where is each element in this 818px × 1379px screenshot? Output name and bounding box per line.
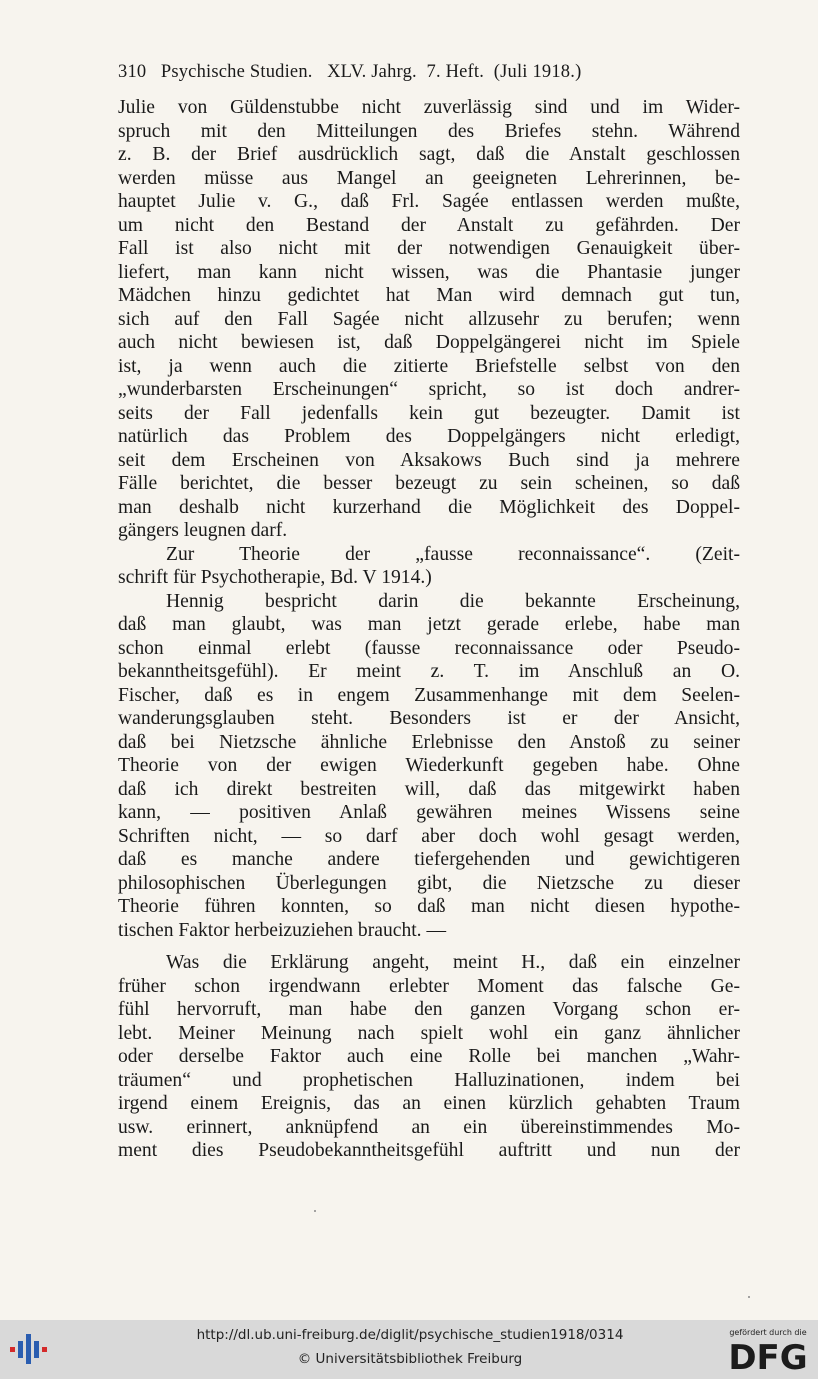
text-line: philosophischen Überlegungen gibt, die Nietzsche zu dieser	[118, 872, 740, 894]
text-line: Schriften nicht, — so darf aber doch wohl gesagt werden,	[118, 825, 740, 847]
text-line: usw. erinnert, anknüpfend an ein übereinstimmendes Mo-	[118, 1116, 740, 1138]
text-line: liefert, man kann nicht wissen, was die Phantasie junger	[118, 261, 740, 283]
text-line: Fälle berichtet, die besser bezeugt zu sein scheinen, so daß	[118, 473, 740, 494]
text-line: bekanntheitsgefühl). Er meint z. T. im Anschluß an O.	[118, 661, 740, 682]
text-line: hauptet Julie v. G., daß Frl. Sagée entlassen werden mußte,	[118, 191, 740, 212]
text-line: Theorie von der ewigen Wiederkunft gegeben habe. Ohne	[118, 755, 740, 776]
text-line: um nicht den Bestand der Anstalt zu gefährden. Der	[118, 214, 740, 236]
text-line: Theorie führen konnten, so daß man nicht diesen hypothe-	[118, 896, 740, 917]
copyright-text: © Universitätsbibliothek Freiburg	[297, 1351, 523, 1367]
text-line: früher schon irgendwann erlebter Moment das falsche Ge-	[118, 975, 740, 997]
library-logo-icon	[8, 1330, 50, 1368]
scan-speck	[314, 1210, 316, 1212]
running-header: 310 Psychische Studien. XLV. Jahrg. 7. Heft. (Juli 1918.)	[118, 62, 582, 82]
paragraph-2	[118, 590, 740, 943]
text-line: tischen Faktor herbeizuziehen braucht. —	[118, 919, 447, 941]
text-line: sich auf den Fall Sagée nicht allzusehr zu berufen; wenn	[118, 308, 740, 330]
text-line: spruch mit den Mitteilungen des Briefes stehn. Während	[118, 120, 740, 142]
text-line: Hennig bespricht darin die bekannte Erscheinung,	[166, 590, 740, 612]
paragraph-1	[118, 96, 740, 543]
dfg-caption: gefördert durch die	[729, 1328, 807, 1337]
text-line: irgend einem Ereignis, das an einen kürzlich gehabten Traum	[118, 1093, 740, 1114]
text-line: auch nicht bewiesen ist, daß Doppelgängerei nicht im Spiele	[118, 332, 740, 353]
text-line: wanderungsglauben steht. Besonders ist er der Ansicht,	[118, 708, 740, 729]
text-line: gängers leugnen darf.	[118, 520, 288, 541]
text-line: Fall ist also nicht mit der notwendigen Genauigkeit über-	[118, 238, 740, 259]
section-title	[118, 543, 740, 590]
text-line: seits der Fall jedenfalls kein gut bezeugter. Damit ist	[118, 402, 740, 424]
text-line: schon einmal erlebt (fausse reconnaissance oder Pseudo-	[118, 637, 740, 659]
text-line: oder derselbe Faktor auch eine Rolle bei manchen „Wahr-	[118, 1046, 740, 1067]
text-line: Fischer, daß es in engem Zusammenhange mit dem Seelen-	[118, 684, 740, 706]
text-line: daß man glaubt, was man jetzt gerade erlebe, habe man	[118, 614, 740, 635]
text-line: träumen“ und prophetischen Halluzinationen, indem bei	[118, 1069, 740, 1091]
text-line: lebt. Meiner Meinung nach spielt wohl ein ganz ähnlicher	[118, 1022, 740, 1044]
text-line: daß es manche andere tiefergehenden und gewichtigeren	[118, 849, 740, 870]
text-line: „wunderbarsten Erscheinungen“ spricht, so ist doch andrer-	[118, 379, 740, 400]
text-line: Julie von Güldenstubbe nicht zuverlässig sind und im Wider-	[118, 97, 740, 118]
text-line: werden müsse aus Mangel an geeigneten Lehrerinnen, be-	[118, 167, 740, 189]
text-line: ment dies Pseudobekanntheitsgefühl auftritt und nun der	[118, 1140, 740, 1161]
paragraph-3	[118, 951, 740, 1163]
text-line: Mädchen hinzu gedichtet hat Man wird demnach gut tun,	[118, 285, 740, 306]
section-title-line: Zur Theorie der „fausse reconnaissance“. (Zeit-	[166, 543, 740, 565]
dfg-logo-icon	[724, 1339, 812, 1373]
dfg-logo-text: DFG	[728, 1339, 808, 1373]
text-line: Was die Erklärung angeht, meint H., daß ein einzelner	[166, 952, 740, 973]
text-line: natürlich das Problem des Doppelgängers nicht erledigt,	[118, 426, 740, 447]
text-line: kann, — positiven Anlaß gewähren meines Wissens seine	[118, 802, 740, 823]
text-line: daß ich direkt bestreiten will, daß das mitgewirkt haben	[118, 778, 740, 800]
text-line: fühl hervorruft, man habe den ganzen Vorgang schon er-	[118, 999, 740, 1020]
scan-speck	[748, 1296, 750, 1298]
text-line: seit dem Erscheinen von Aksakows Buch sind ja mehrere	[118, 449, 740, 471]
permalink-link[interactable]: http://dl.ub.uni-freiburg.de/diglit/psychische_studien1918/0314	[196, 1327, 624, 1343]
text-line: man deshalb nicht kurzerhand die Möglichkeit des Doppel-	[118, 496, 740, 518]
text-line: ist, ja wenn auch die zitierte Briefstelle selbst von den	[118, 355, 740, 377]
section-title-line: schrift für Psychotherapie, Bd. V 1914.)	[118, 567, 432, 588]
page-body	[118, 96, 740, 1163]
text-line: z. B. der Brief ausdrücklich sagt, daß die Anstalt geschlossen	[118, 144, 740, 165]
text-line: daß bei Nietzsche ähnliche Erlebnisse den Anstoß zu seiner	[118, 731, 740, 753]
footer-bar	[0, 1320, 818, 1379]
